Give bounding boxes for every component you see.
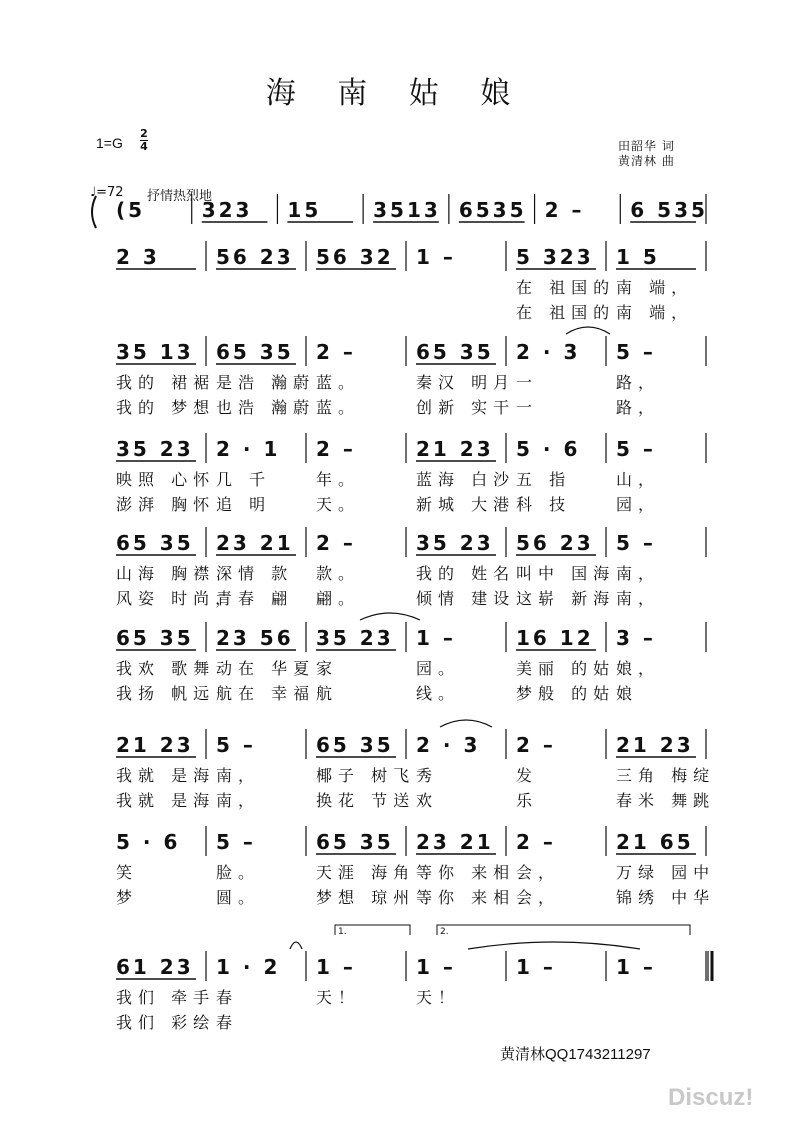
slur (360, 613, 420, 620)
repeat-open-paren (92, 196, 96, 228)
lyric-text: 天涯 海角 (316, 863, 416, 882)
lyric-text: 秦汉 明月 (416, 373, 516, 392)
lyric-text: 我扬 帆远 (116, 684, 216, 703)
tempo-marking: ♩=72 (90, 185, 124, 200)
lyric-text: 我们 牵手 (116, 988, 216, 1007)
lyric-text: 园， (616, 495, 661, 514)
lyric-text: 款。 (316, 564, 361, 583)
lyric-text: 在 祖国的 (516, 278, 616, 297)
lyric-text: 在 祖国的 (516, 303, 616, 322)
page-title: 海 南 姑 娘 (265, 76, 527, 111)
note-group: 2 3 (116, 245, 160, 269)
lyric-text: 路， (616, 373, 661, 392)
note-group: 5 – (216, 830, 256, 854)
note-group: 21 23 (416, 437, 494, 461)
lyric-text: 翩。 (316, 589, 361, 608)
lyric-text: 我们 彩绘 (116, 1013, 216, 1032)
lyric-text: 我的 姓名 (416, 564, 516, 583)
lyric-text: 会， (516, 863, 561, 882)
note-group: 5 323 (516, 245, 594, 269)
note-group: 65 35 (416, 340, 494, 364)
note-group: 23 21 (216, 531, 294, 555)
note-group: 1 – (316, 955, 356, 979)
lyric-text: 美丽 的姑 (516, 659, 616, 678)
lyric-text: 我就 是海 (116, 766, 216, 785)
lyric-text: 深情 款 (216, 564, 294, 583)
note-group: 35 13 (116, 340, 194, 364)
composer-credit: 黄清林 曲 (618, 154, 675, 168)
lyric-text: 我的 梦想 (116, 398, 216, 417)
note-group: 2 – (544, 198, 585, 222)
slur (290, 942, 302, 949)
lyric-text: 南 端， (616, 278, 694, 297)
lyric-text: 航 (316, 684, 339, 703)
note-group: 5 · 6 (116, 830, 181, 854)
lyric-text: 换花 节送 (316, 791, 416, 810)
note-group: 2 – (516, 830, 556, 854)
lyric-text: 五 指 (516, 470, 572, 489)
lyric-text: 蓝。 (316, 373, 361, 392)
lyric-text: 这崭 新海 (516, 589, 616, 608)
note-group: 1 – (416, 626, 456, 650)
note-group: 35 23 (416, 531, 494, 555)
time-signature-top: 2 (140, 127, 148, 140)
lyric-text: 映照 心怀 (116, 470, 216, 489)
lyric-text: 年。 (316, 470, 361, 489)
lyric-text: 会， (516, 888, 561, 907)
lyric-text: 我欢 歌舞 (116, 659, 216, 678)
note-group: 1 – (416, 245, 456, 269)
lyric-text: 笑 (116, 863, 139, 882)
note-group: 65 35 (216, 340, 294, 364)
note-group: 16 12 (516, 626, 594, 650)
note-group: 15 (287, 198, 322, 222)
lyric-text: 线。 (416, 684, 461, 703)
note-group: 2 – (316, 437, 356, 461)
note-group: 61 23 (116, 955, 194, 979)
lyric-text: 秀 (416, 766, 439, 785)
lyric-text: 山， (616, 470, 661, 489)
lyric-text: 科 技 (516, 495, 572, 514)
lyric-text: 梦般 的姑 (516, 684, 616, 703)
note-group: 5 – (616, 340, 656, 364)
lyric-text: 我就 是海 (116, 791, 216, 810)
lyric-text: 欢 (416, 791, 439, 810)
note-group: 1 – (616, 955, 656, 979)
lyric-text: 青春 翩 (216, 589, 294, 608)
lyric-text: 几 千 (216, 470, 272, 489)
note-group: 23 21 (416, 830, 494, 854)
note-group: 21 23 (616, 733, 694, 757)
note-group: 65 35 (116, 531, 194, 555)
lyric-text: 南 端， (616, 303, 694, 322)
lyric-text: 锦绣 中华 (616, 888, 716, 907)
lyric-text: 追 明 (216, 495, 272, 514)
key-signature: 1=G (96, 135, 123, 151)
lyric-text: 等你 来相 (416, 863, 516, 882)
lyric-text: 航在 幸福 (216, 684, 316, 703)
note-group: 21 65 (616, 830, 694, 854)
note-group: 35 23 (316, 626, 394, 650)
note-group: 56 23 (216, 245, 294, 269)
note-group: 2 · 3 (516, 340, 581, 364)
note-group: 3 – (616, 626, 656, 650)
note-group: 35 23 (116, 437, 194, 461)
note-group: 1 – (516, 955, 556, 979)
note-group: 6535 (458, 198, 527, 222)
note-group: 5 – (616, 531, 656, 555)
note-group: 2 – (316, 531, 356, 555)
lyric-text: 乐 (516, 791, 539, 810)
note-group: 1 5 (616, 245, 660, 269)
footer-credit: 黄清林QQ1743211297 (500, 1046, 651, 1063)
note-group: 2 · 3 (416, 733, 481, 757)
lyric-text: 南， (216, 791, 261, 810)
lyric-text: 天！ (416, 988, 461, 1007)
note-group: 65 35 (116, 626, 194, 650)
lyric-text: 是浩 瀚蔚 (216, 373, 316, 392)
volta-second-bracket (437, 925, 690, 935)
note-group: 1 – (416, 955, 456, 979)
lyric-text: 新城 大港 (416, 495, 516, 514)
note-group: (5 (116, 198, 146, 222)
time-signature-bottom: 4 (140, 140, 148, 153)
note-group: 2 – (316, 340, 356, 364)
lyric-text: 倾情 建设 (416, 589, 516, 608)
lyric-text: 南， (216, 766, 261, 785)
lyric-text: 南， (616, 589, 661, 608)
lyric-text: 脸。 (216, 863, 261, 882)
lyric-text: 天。 (316, 495, 361, 514)
lyric-text: 梦想 琼州 (316, 888, 416, 907)
lyric-text: 园。 (416, 659, 461, 678)
lyric-text: 万绿 园中 (616, 863, 716, 882)
volta-first-label: 1. (338, 927, 347, 937)
lyric-text: 风姿 时尚， (116, 589, 238, 608)
lyric-text: 娘 (616, 684, 639, 703)
lyric-text: 娘， (616, 659, 661, 678)
lyric-text: 一 (516, 398, 539, 417)
expression-marking: 抒情热烈地 (147, 189, 213, 204)
note-group: 65 35 (316, 830, 394, 854)
lyric-text: 山海 胸襟 (116, 564, 216, 583)
lyric-text: 三角 梅绽 (616, 766, 716, 785)
note-group: 23 56 (216, 626, 294, 650)
lyric-text: 路， (616, 398, 661, 417)
lyric-text: 发 (516, 766, 539, 785)
slur (566, 327, 610, 334)
watermark-logo: Discuz! (668, 1084, 754, 1111)
note-group: 56 23 (516, 531, 594, 555)
lyric-text: 春 (216, 1013, 239, 1032)
lyric-text: 椰子 树飞 (316, 766, 416, 785)
note-group: 323 (201, 198, 253, 222)
note-group: 5 – (616, 437, 656, 461)
lyric-text: 梦 (116, 888, 139, 907)
lyric-text: 动在 华夏 (216, 659, 316, 678)
note-group: 21 23 (116, 733, 194, 757)
note-group: 5 – (216, 733, 256, 757)
lyric-text: 也浩 瀚蔚 (216, 398, 316, 417)
lyric-text: 蓝海 白沙 (416, 470, 516, 489)
lyric-text: 天！ (316, 988, 361, 1007)
lyric-text: 等你 来相 (416, 888, 516, 907)
lyric-text: 蓝。 (316, 398, 361, 417)
lyric-text: 叫中 国海 (516, 564, 616, 583)
lyric-text: 春米 舞跳 (616, 791, 716, 810)
lyric-text: 南， (616, 564, 661, 583)
lyric-text: 一 (516, 373, 539, 392)
lyric-text: 圆。 (216, 888, 261, 907)
lyricist-credit: 田韶华 词 (618, 139, 675, 153)
note-group: 2 · 1 (216, 437, 281, 461)
slur (440, 720, 492, 727)
lyric-text: 春 (216, 988, 239, 1007)
volta-second-label: 2. (440, 927, 449, 937)
note-group: 65 35 (316, 733, 394, 757)
note-group: 6 535 (630, 198, 708, 222)
lyric-text: 家 (316, 659, 339, 678)
lyric-text: 澎湃 胸怀 (116, 495, 216, 514)
note-group: 56 32 (316, 245, 394, 269)
lyric-text: 我的 裙裾 (116, 373, 216, 392)
lyric-text: 创新 实干 (416, 398, 516, 417)
note-group: 1 · 2 (216, 955, 281, 979)
note-group: 3513 (373, 198, 441, 222)
note-group: 2 – (516, 733, 556, 757)
slur (468, 942, 640, 949)
note-group: 5 · 6 (516, 437, 581, 461)
